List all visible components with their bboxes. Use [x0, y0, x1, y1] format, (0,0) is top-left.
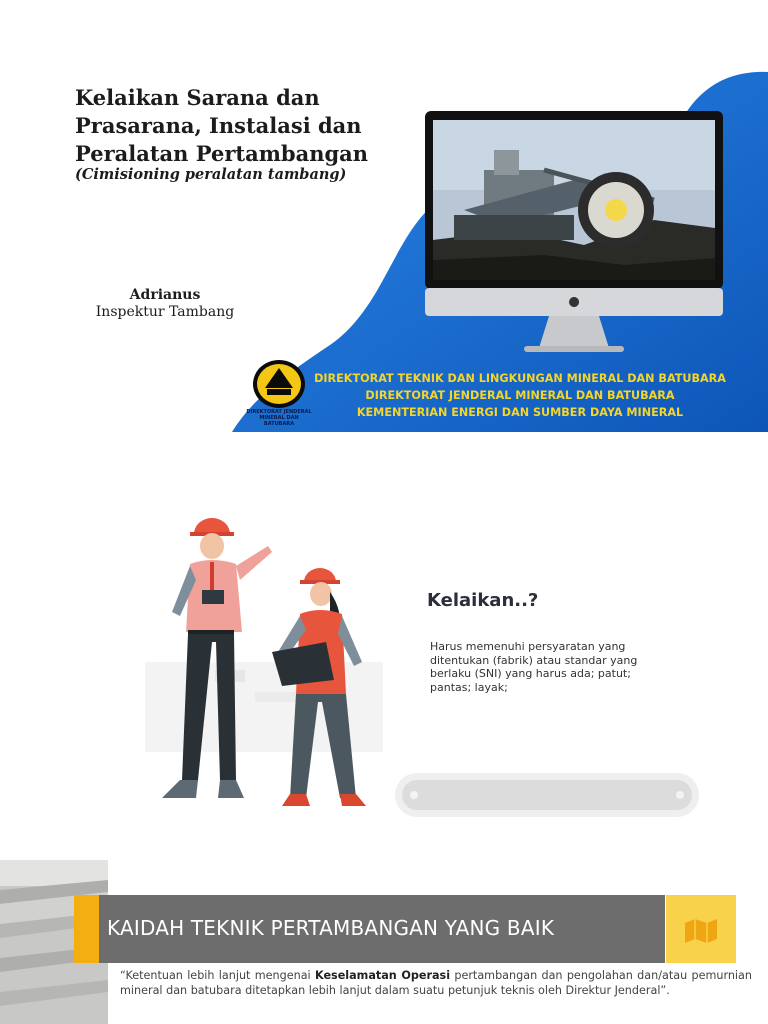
author-role: Inspektur Tambang	[95, 304, 235, 320]
definition-text: Harus memenuhi persyaratan yang ditentukan (fabrik) atau standar yang berlaku (SNI) yang harus ada; patut; pantas; layak;	[430, 640, 638, 694]
org-line: KEMENTERIAN ENERGI DAN SUMBER DAYA MINERAL	[356, 406, 684, 419]
section-title: KAIDAH TEKNIK PERTAMBANGAN YANG BAIK	[107, 916, 555, 940]
quote-emphasis: Keselamatan Operasi	[314, 969, 451, 982]
kelaikan-slide	[0, 452, 768, 840]
regulation-quote	[120, 968, 752, 998]
author-name: Adrianus	[129, 287, 201, 303]
organization-block	[310, 370, 730, 421]
org-line: DIREKTORAT TEKNIK DAN LINGKUNGAN MINERAL DAN BATUBARA	[314, 372, 726, 385]
monitor-photo	[424, 110, 734, 360]
slide-heading: Kelaikan..?	[427, 590, 539, 611]
esdm-logo	[251, 358, 307, 410]
quote-text: pertambangan dan pengolahan dan/atau pemurnian mineral dan batubara ditetapkan lebih lanjut dalam suatu petunjuk teknis oleh Direktur Jenderal”.	[120, 969, 752, 997]
kaidah-slide	[0, 860, 768, 1024]
decorative-pill	[394, 772, 700, 820]
org-line: DIREKTORAT JENDERAL MINERAL DAN BATUBARA	[365, 389, 675, 402]
workers-illustration	[150, 502, 390, 812]
presentation-subtitle: (Cimisioning peralatan tambang)	[75, 166, 347, 183]
title-accent	[74, 895, 99, 963]
presentation-title: Kelaikan Sarana dan Prasarana, Instalasi dan Peralatan Pertambangan	[75, 85, 369, 166]
title-slide	[0, 0, 768, 432]
map-icon	[666, 895, 736, 963]
icon-box	[666, 895, 736, 963]
logo-caption: DIREKTORAT JENDERAL MINERAL DAN BATUBARA	[246, 409, 312, 427]
quote-text: “Ketentuan lebih lanjut mengenai	[120, 969, 315, 982]
author-block	[90, 287, 240, 320]
